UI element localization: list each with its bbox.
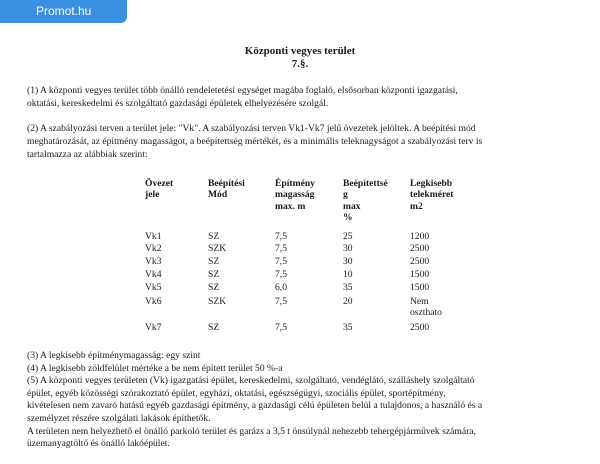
table-cell: SZK — [208, 243, 227, 254]
table-cell: 25 — [343, 231, 353, 242]
note-line: (4) A legkisebb zöldfelület mértéke a be nem épített terület 50 %-a — [27, 362, 283, 374]
table-cell: SZ — [208, 269, 220, 280]
table-header-cell: Mód — [208, 189, 228, 201]
table-cell: Vk7 — [145, 322, 162, 333]
table-cell: Vk4 — [145, 269, 162, 280]
table-cell: SZ — [208, 231, 220, 242]
table-cell: 1200 — [410, 231, 430, 242]
promot-badge[interactable]: Promot.hu — [0, 0, 127, 23]
table-header-cell: max. m — [275, 200, 306, 212]
table-header-cell: telekméret — [410, 189, 454, 201]
note-line: személyzet részére szolgálati lakások építhetők. — [27, 412, 211, 424]
note-line: épület, egyéb közösségi szórakoztató épület, egyházi, oktatási, egészségügyi, szociális épület, sportépítmény, — [27, 387, 446, 399]
table-cell: 1500 — [410, 282, 430, 293]
table-cell: 7,5 — [275, 269, 287, 280]
note-line: (3) A legkisebb építménymagasság: egy szint — [27, 350, 201, 361]
paragraph-1-line-2: oktatási, kereskedelmi és szolgáltató gazdasági épületek elhelyezésére szolgál. — [27, 98, 329, 109]
table-cell: Vk6 — [145, 296, 162, 307]
table-header-cell: Beépítési — [208, 178, 245, 189]
note-line: kivételesen nem zavaró hatású egyéb gazdasági építmény, a gazdasági célú épületen belül a tulajdonos, a használó és a — [27, 400, 483, 412]
notes-block — [27, 350, 482, 451]
table-cell: 20 — [343, 296, 353, 307]
table-cell: 7,5 — [275, 231, 287, 242]
table-cell: 7,5 — [275, 256, 287, 267]
table-cell: SZ — [208, 282, 220, 293]
table-cell: Nem oszthato — [410, 296, 442, 319]
table-header-cell: Legkisebb — [410, 178, 453, 189]
table-cell: SZ — [208, 322, 220, 333]
table-header-cell: % — [343, 212, 353, 224]
table-cell: 2500 — [410, 256, 430, 267]
table-cell: 6,0 — [275, 282, 287, 293]
table-header-cell: Beépítettsé — [343, 178, 388, 189]
table-cell: 35 — [343, 282, 353, 293]
table-cell: 7,5 — [275, 296, 287, 307]
table-cell: Vk2 — [145, 243, 162, 254]
table-header-cell: max — [343, 200, 361, 212]
table-cell: 35 — [343, 322, 353, 333]
table-cell: 30 — [343, 243, 353, 254]
note-line: (5) A központi vegyes területen (Vk) igazgatási épület, kereskedelmi, szolgáltató, vendéglátó, szálláshely szolgáltató — [27, 375, 475, 387]
table-cell: Vk5 — [145, 282, 162, 293]
document-title: Központi vegyes terület — [244, 45, 356, 57]
table-header-cell: g — [343, 189, 348, 201]
paragraph-1-line-1: (1) A központi vegyes terület több önálló rendeletetési egységet magába foglaló, elsősorban központi igazgatási, — [27, 85, 458, 96]
section-number: 7.§. — [291, 58, 309, 70]
table-cell: 2500 — [410, 322, 430, 333]
table-cell: 10 — [343, 269, 353, 280]
paragraph-2-line-1: (2) A szabályozási terven a terület jele: "Vk". A szabályozási terven Vk1-Vk7 jelű övezetek jelöltek. A beépítési mód — [27, 123, 476, 134]
paragraph-2-line-2: meghatározását, az építmény magasságot, a beépítettség mértékét, és a minimális teleknagyságot a szabályozási terv is — [27, 136, 483, 147]
table-cell: SZ — [208, 256, 220, 267]
table-cell: SZK — [208, 296, 227, 307]
table-header-cell: Övezet — [145, 178, 174, 189]
table-cell: 2500 — [410, 243, 430, 254]
paragraph-2-line-3: tartalmazza az alábbiak szerint: — [27, 149, 148, 160]
table-cell: 7,5 — [275, 243, 287, 254]
table-header-cell: m2 — [410, 200, 423, 212]
note-line: üzemanyagtöltő és önálló lakóépület. — [27, 438, 170, 450]
table-cell: Vk1 — [145, 231, 162, 242]
note-line: A területen nem helyezhető el önálló parkoló terület és garázs a 3,5 t önsúlynál nehezebb tehergépjárművek számára, — [27, 425, 476, 437]
table-header-cell: jele — [145, 189, 160, 201]
table-cell: 30 — [343, 256, 353, 267]
table-cell: 1500 — [410, 269, 430, 280]
table-cell: 7,5 — [275, 322, 287, 333]
table-header-cell: Építmény — [275, 178, 315, 189]
table-cell: Vk3 — [145, 256, 162, 267]
table-header-cell: magasság — [275, 189, 315, 201]
